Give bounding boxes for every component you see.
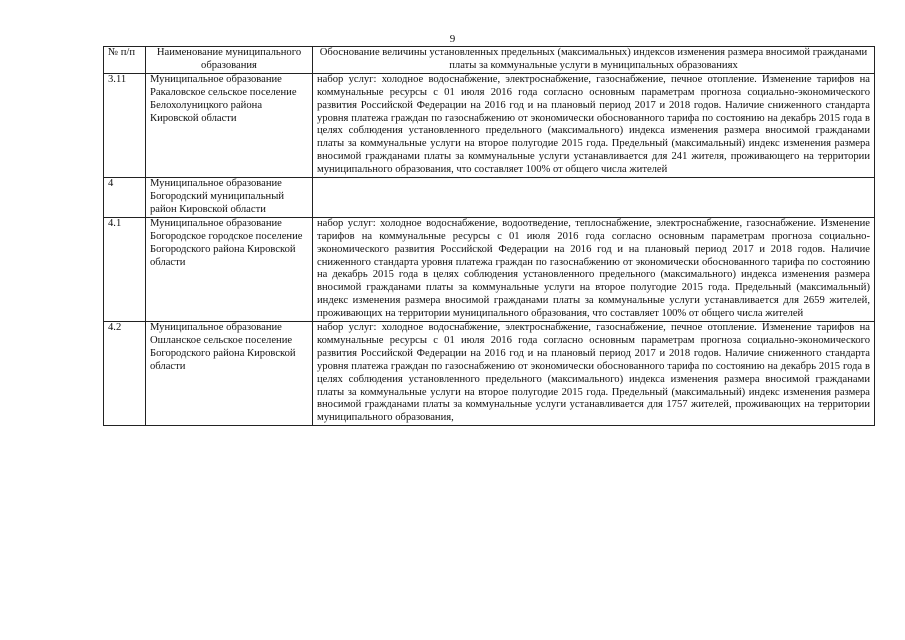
page-number: 9 — [449, 33, 456, 45]
row-number: 4.1 — [104, 217, 146, 321]
row-justification: набор услуг: холодное водоснабжение, водоотведение, теплоснабжение, электроснабжение, газоснабжение. Изменение тарифов на коммунальные ресурсы с 01 июля 2016 года согласно основным параметрам прогноза социально-экономического развития Российской Федерации на 2016 год и на плановый период 2017 и 2018 годов. Наличие сниженного стандарта уровня платежа граждан по газоснабжению от экономически обоснованного тарифа по состоянию на декабрь 2015 года в целях соблюдения установленного предельного (максимального) индекса изменения размера вносимой гражданами платы за коммунальные услуги на второе полугодие 2015 года. Предельный (максимальный) индекс изменения размера вносимой гражданами платы за коммунальные услуги устанавливается для 2659 жителей, проживающих на территории муниципального образования, что составляет 100% от общего числа жителей — [313, 217, 875, 321]
table-row — [104, 217, 875, 321]
row-municipality-name: Муниципальное образование Ошланское сельское поселение Богородского района Кировской области — [146, 322, 313, 426]
row-municipality-name: Муниципальное образование Богородское городское поселение Богородского района Кировской области — [146, 217, 313, 321]
row-justification: набор услуг: холодное водоснабжение, электроснабжение, газоснабжение, печное отопление. Изменение тарифов на коммунальные ресурсы с 01 июля 2016 года согласно основным параметрам прогноза социально-экономического развития Российской Федерации на 2016 год и на плановый период 2017 и 2018 годов. Наличие сниженного стандарта уровня платежа граждан по газоснабжению от экономически обоснованного тарифа по состоянию на декабрь 2015 года в целях соблюдения установленного предельного (максимального) индекса изменения размера вносимой гражданами платы за коммунальные услуги на второе полугодие 2015 года. Предельный (максимальный) индекс изменения размера вносимой гражданами платы за коммунальные услуги устанавливается для 241 жителя, проживающего на территории муниципального образования, что составляет 100% от общего числа жителей — [313, 73, 875, 177]
table-row — [104, 73, 875, 177]
row-number: 4 — [104, 178, 146, 218]
table-row — [104, 322, 875, 426]
header-justification: Обоснование величины установленных предельных (максимальных) индексов изменения размера вносимой гражданами платы за коммунальные услуги в муниципальных образованиях — [313, 47, 875, 74]
row-justification — [313, 178, 875, 218]
row-number: 4.2 — [104, 322, 146, 426]
table-row — [104, 178, 875, 218]
row-municipality-name: Муниципальное образование Богородский муниципальный район Кировской области — [146, 178, 313, 218]
header-number: № п/п — [104, 47, 146, 74]
row-justification: набор услуг: холодное водоснабжение, электроснабжение, газоснабжение, печное отопление. Изменение тарифов на коммунальные ресурсы с 01 июля 2016 года согласно основным параметрам прогноза социально-экономического развития Российской Федерации на 2016 год и на плановый период 2017 и 2018 годов. Наличие сниженного стандарта уровня платежа граждан по газоснабжению от экономически обоснованного тарифа по состоянию на декабрь 2015 года в целях соблюдения установленного предельного (максимального) индекса изменения размера вносимой гражданами платы за коммунальные услуги на второе полугодие 2015 года. Предельный (максимальный) индекс изменения размера вносимой гражданами платы за коммунальные услуги устанавливается для 1757 жителей, проживающих на территории муниципального образования, — [313, 322, 875, 426]
row-number: 3.11 — [104, 73, 146, 177]
row-municipality-name: Муниципальное образование Ракаловское сельское поселение Белохолуницкого района Кировской области — [146, 73, 313, 177]
table-header-row — [104, 47, 875, 74]
header-municipality-name: Наименование муниципального образования — [146, 47, 313, 74]
tariff-index-table — [103, 46, 875, 426]
